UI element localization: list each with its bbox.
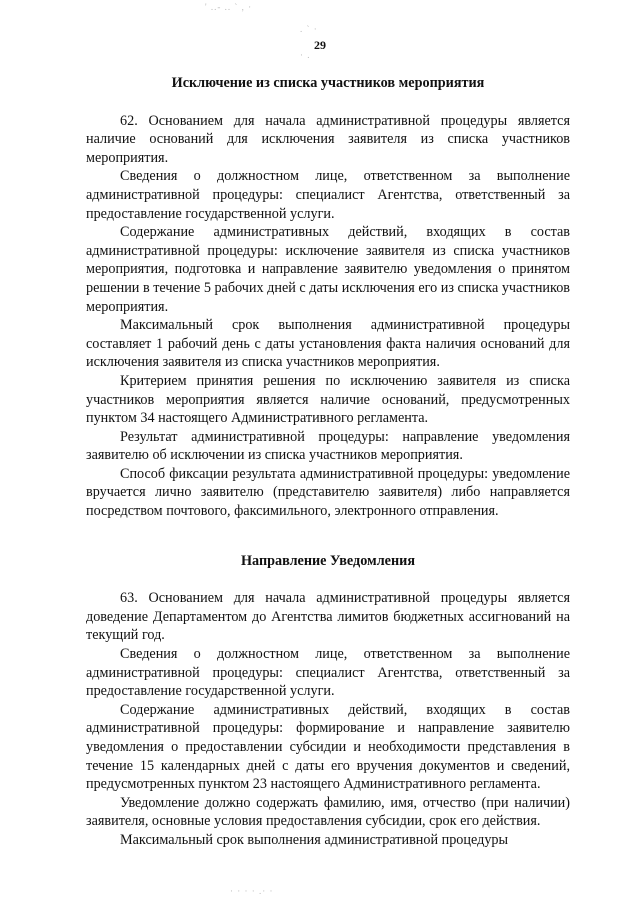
paragraph: Результат административной процедуры: направление уведомления заявителю об исключении из списка участников мероприятия. bbox=[86, 428, 570, 464]
scan-artifact: ' ..- .. ` , · bbox=[205, 2, 253, 12]
document-body bbox=[86, 74, 570, 850]
paragraph: Сведения о должностном лице, ответственном за выполнение административной процедуры: специалист Агентства, ответственный за предоставление государственной услуги. bbox=[86, 646, 570, 700]
paragraph: Содержание административных действий, входящих в состав административной процедуры: исключение заявителя из списка участников мероприятия, подготовка и направление заявителю уведомления о принятом решении в течение 5 рабочих дней с даты исключения его из списка участников мероприятия. bbox=[86, 224, 570, 315]
section-heading: Направление Уведомления bbox=[241, 552, 415, 569]
section-notification bbox=[86, 552, 570, 850]
page-number: 29 bbox=[314, 38, 326, 52]
paragraph: Максимальный срок выполнения административной процедуры составляет 1 рабочий день с даты установления факта наличия оснований для исключения заявителя из списка участников мероприятия. bbox=[86, 317, 570, 371]
paragraph: Уведомление должно содержать фамилию, имя, отчество (при наличии) заявителя, основные условия предоставления субсидии, срок его действия. bbox=[86, 794, 570, 830]
scan-artifact: · · · · .· · bbox=[230, 886, 274, 896]
paragraph: Критерием принятия решения по исключению заявителя из списка участников мероприятия является наличие оснований, предусмотренных пунктом 34 настоящего Административного регламента. bbox=[86, 372, 570, 427]
paragraph: 62. Основанием для начала административной процедуры является наличие оснований для исключения заявителя из списка участников мероприятия. bbox=[86, 112, 570, 166]
paragraph: Сведения о должностном лице, ответственном за выполнение административной процедуры: специалист Агентства, ответственный за предоставление государственной услуги. bbox=[86, 168, 570, 222]
paragraph: Содержание административных действий, входящих в состав административной процедуры: формирование и направление заявителю уведомления о предоставлении субсидии и необходимости представления в течение 15 календарных дней с даты его вручения документов и сведений, предусмотренных пунктом 23 настоящего Административного регламента. bbox=[86, 701, 570, 793]
scan-artifact: . ` · bbox=[300, 24, 318, 34]
section-heading: Исключение из списка участников мероприятия bbox=[171, 75, 485, 91]
section-exclusion bbox=[86, 74, 570, 521]
paragraph: Способ фиксации результата административной процедуры: уведомление вручается лично заявителю (представителю заявителя) либо направляется посредством почтового, факсимильного, электронного отправления. bbox=[86, 465, 570, 520]
paragraph: Максимальный срок выполнения административной процедуры bbox=[120, 831, 509, 848]
paragraph: 63. Основанием для начала административной процедуры является доведение Департаментом до Агентства лимитов бюджетных ассигнований на текущий год. bbox=[86, 590, 570, 644]
scan-artifact: · . bbox=[300, 50, 311, 60]
